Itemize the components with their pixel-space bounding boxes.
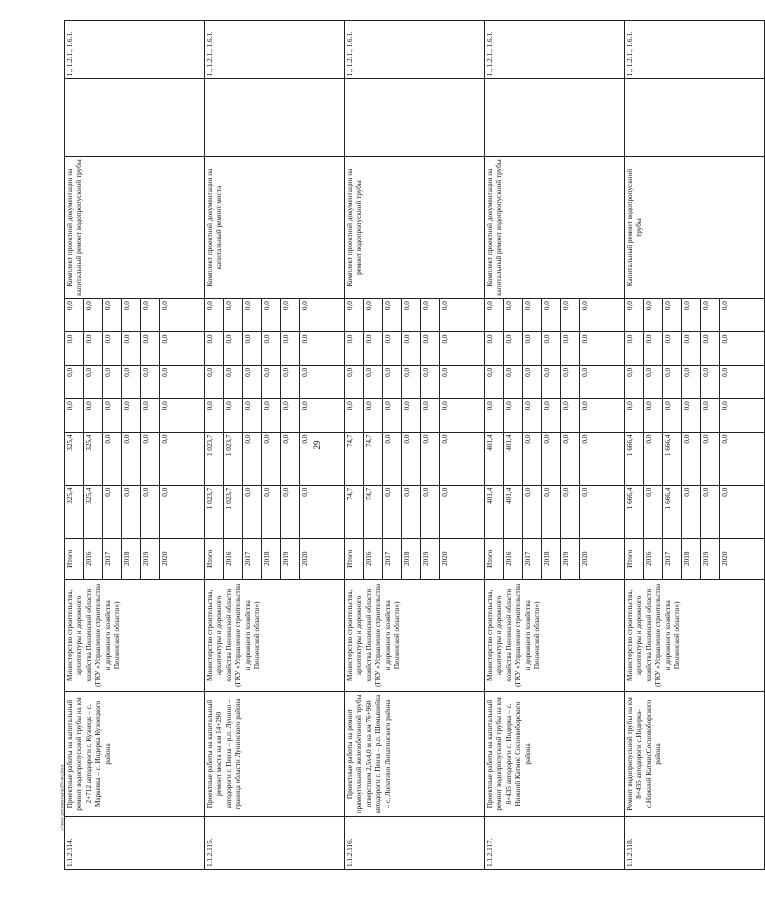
value-cell: 0,0 (720, 399, 765, 432)
value-cell: 1 666,4 (625, 432, 644, 485)
value-cell: 0,0 (402, 399, 421, 432)
result-cell: Комплект проектной документации на капитальный ремонт водопропускной трубы (485, 157, 625, 299)
value-cell: 0,0 (402, 485, 421, 538)
value-cell: 0,0 (205, 299, 224, 332)
value-cell: 0,0 (625, 365, 644, 398)
year-cell: 2018 (262, 538, 281, 579)
value-cell: 0,0 (383, 332, 402, 365)
value-cell: 0,0 (141, 332, 160, 365)
year-cell: Итого (625, 538, 644, 579)
value-cell: 0,0 (281, 332, 300, 365)
value-cell: 0,0 (421, 365, 440, 398)
value-cell: 0,0 (281, 485, 300, 538)
year-cell: 2020 (440, 538, 485, 579)
value-cell: 0,0 (644, 485, 663, 538)
value-cell: 74,7 (364, 432, 383, 485)
value-cell: 0,0 (160, 399, 205, 432)
year-cell: 2017 (243, 538, 262, 579)
executor: Министерство строительства, архитектуры и дорожного хозяйства Пензенской области (ГКУ «Управление строительства и дорожного хозяйства Пензенской области») (485, 579, 625, 691)
value-cell: 0,0 (663, 365, 682, 398)
empty-cell (485, 79, 625, 157)
value-cell: 0,0 (663, 399, 682, 432)
value-cell: 0,0 (103, 432, 122, 485)
value-cell: 0,0 (504, 365, 523, 398)
value-cell: 0,0 (644, 332, 663, 365)
empty-cell (65, 79, 205, 157)
value-cell: 0,0 (103, 332, 122, 365)
value-cell: 0,0 (561, 432, 580, 485)
year-cell: 2019 (281, 538, 300, 579)
value-cell: 0,0 (561, 485, 580, 538)
value-cell: 0,0 (383, 399, 402, 432)
value-cell: 0,0 (720, 365, 765, 398)
year-cell: 2016 (644, 538, 663, 579)
value-cell: 0,0 (421, 399, 440, 432)
value-cell: 0,0 (440, 299, 485, 332)
year-cell: Итого (65, 538, 84, 579)
value-cell: 0,0 (84, 299, 103, 332)
value-cell: 0,0 (504, 332, 523, 365)
value-cell: 0,0 (65, 299, 84, 332)
value-cell: 0,0 (160, 485, 205, 538)
value-cell: 0,0 (504, 399, 523, 432)
value-cell: 0,0 (65, 399, 84, 432)
value-cell: 0,0 (205, 332, 224, 365)
value-cell: 0,0 (561, 332, 580, 365)
value-cell: 0,0 (561, 399, 580, 432)
value-cell: 0,0 (84, 399, 103, 432)
value-cell: 401,4 (504, 485, 523, 538)
value-cell: 0,0 (205, 365, 224, 398)
value-cell: 0,0 (663, 299, 682, 332)
value-cell: 1 023,7 (205, 485, 224, 538)
value-cell: 0,0 (421, 299, 440, 332)
value-cell: 0,0 (421, 432, 440, 485)
year-cell: 2016 (224, 538, 243, 579)
page-number: 29 (312, 440, 322, 450)
value-cell: 0,0 (644, 432, 663, 485)
table-row (345, 21, 364, 870)
value-cell: 1 666,4 (625, 485, 644, 538)
value-cell: 0,0 (644, 399, 663, 432)
value-cell: 401,4 (485, 432, 504, 485)
value-cell: 0,0 (383, 485, 402, 538)
value-cell: 325,4 (65, 485, 84, 538)
row-number: 1.1.2.115. (205, 816, 345, 869)
value-cell: 0,0 (720, 299, 765, 332)
value-cell: 0,0 (224, 399, 243, 432)
year-cell: 2019 (141, 538, 160, 579)
value-cell: 0,0 (485, 299, 504, 332)
year-cell: 2019 (421, 538, 440, 579)
measure-name: Ремонт водопропускной трубы на км 8+435 автодороги с.Индерка-с.Нижний КатмисСосновоборского района (625, 692, 765, 817)
measure-name: Проектные работы на капитальный ремонт водопропускной трубы на км 8+435 автодороги с. Индерка – с. Нижний Катмис Сосновоборского района (485, 692, 625, 817)
value-cell: 74,7 (364, 485, 383, 538)
table-row (485, 21, 504, 870)
indicator-code: 1., 1.2.1., 1.6.1. (345, 21, 485, 79)
value-cell: 0,0 (542, 332, 561, 365)
year-cell: 2020 (300, 538, 345, 579)
value-cell: 0,0 (122, 332, 141, 365)
empty-cell (205, 79, 345, 157)
value-cell: 0,0 (682, 432, 701, 485)
value-cell: 0,0 (542, 365, 561, 398)
year-cell: 2017 (383, 538, 402, 579)
value-cell: 0,0 (644, 365, 663, 398)
row-number: 1.1.2.117. (485, 816, 625, 869)
year-cell: 2020 (580, 538, 625, 579)
value-cell: 0,0 (523, 299, 542, 332)
value-cell: 0,0 (300, 485, 345, 538)
value-cell: 0,0 (243, 365, 262, 398)
value-cell: 0,0 (383, 299, 402, 332)
year-cell: 2020 (720, 538, 765, 579)
table-row (205, 21, 224, 870)
value-cell: 0,0 (644, 299, 663, 332)
result-cell: Комплект проектной документации на капитальный ремонт водопропускной трубы (65, 157, 205, 299)
value-cell: 0,0 (141, 399, 160, 432)
indicator-code: 1., 1.2.1., 1.6.1. (485, 21, 625, 79)
value-cell: 0,0 (205, 399, 224, 432)
value-cell: 0,0 (364, 365, 383, 398)
value-cell: 401,4 (485, 485, 504, 538)
value-cell: 0,0 (504, 299, 523, 332)
value-cell: 0,0 (440, 399, 485, 432)
value-cell: 401,4 (504, 432, 523, 485)
executor: Министерство строительства, архитектуры и дорожного хозяйства Пензенской области (ГКУ «Управление строительства и дорожного хозяйства Пензенской области») (625, 579, 765, 691)
value-cell: 0,0 (440, 432, 485, 485)
executor: Министерство строительства, архитектуры и дорожного хозяйства Пензенской области (ГКУ «Управление строительства и дорожного хозяйства Пензенской области») (205, 579, 345, 691)
value-cell: 0,0 (345, 365, 364, 398)
value-cell: 0,0 (440, 365, 485, 398)
executor: Министерство строительства, архитектуры и дорожного хозяйства Пензенской области (ГКУ «Управление строительства и дорожного хозяйства Пензенской области») (345, 579, 485, 691)
value-cell: 0,0 (682, 365, 701, 398)
value-cell: 0,0 (523, 365, 542, 398)
value-cell: 1 666,4 (663, 485, 682, 538)
year-cell: 2018 (542, 538, 561, 579)
year-cell: 2016 (364, 538, 383, 579)
measure-name: Проектные работы на капитальный ремонт водопропускной трубы на км 2+712 автодороги г. Кузнецк – с. Маркевка – с. Индерка Кузнецкого района (65, 692, 205, 817)
value-cell: 0,0 (243, 299, 262, 332)
value-cell: 0,0 (122, 365, 141, 398)
value-cell: 0,0 (720, 432, 765, 485)
value-cell: 0,0 (701, 399, 720, 432)
value-cell: 0,0 (160, 299, 205, 332)
value-cell: 0,0 (523, 485, 542, 538)
value-cell: 0,0 (523, 399, 542, 432)
value-cell: 0,0 (701, 485, 720, 538)
value-cell: 0,0 (580, 365, 625, 398)
value-cell: 0,0 (262, 299, 281, 332)
value-cell: 0,0 (440, 332, 485, 365)
value-cell: 0,0 (281, 399, 300, 432)
year-cell: Итого (205, 538, 224, 579)
row-number: 1.1.2.114. (65, 816, 205, 869)
value-cell: 0,0 (701, 299, 720, 332)
value-cell: 0,0 (364, 399, 383, 432)
value-cell: 0,0 (402, 365, 421, 398)
value-cell: 0,0 (300, 299, 345, 332)
value-cell: 1 023,7 (205, 432, 224, 485)
value-cell: 0,0 (243, 399, 262, 432)
value-cell: 0,0 (625, 299, 644, 332)
value-cell: 0,0 (701, 365, 720, 398)
result-cell: Комплект проектной документации на ремонт водопропускной трубы (345, 157, 485, 299)
value-cell: 0,0 (701, 332, 720, 365)
table-row (65, 21, 84, 870)
value-cell: 0,0 (141, 485, 160, 538)
value-cell: 0,0 (542, 485, 561, 538)
value-cell: 0,0 (262, 332, 281, 365)
result-cell: Капитальный ремонт водопропускной трубы (625, 157, 765, 299)
value-cell: 0,0 (122, 399, 141, 432)
year-cell: Итого (485, 538, 504, 579)
value-cell: 0,0 (580, 299, 625, 332)
executor: Министерство строительства, архитектуры и дорожного хозяйства Пензенской области (ГКУ «Управление строительства и дорожного хозяйства Пензенской области») (65, 579, 205, 691)
value-cell: 0,0 (561, 365, 580, 398)
value-cell: 325,4 (84, 485, 103, 538)
value-cell: 0,0 (561, 299, 580, 332)
value-cell: 0,0 (440, 485, 485, 538)
value-cell: 0,0 (243, 332, 262, 365)
value-cell: 0,0 (300, 332, 345, 365)
value-cell: 0,0 (103, 485, 122, 538)
value-cell: 0,0 (300, 365, 345, 398)
value-cell: 0,0 (84, 365, 103, 398)
year-cell: Итого (345, 538, 364, 579)
value-cell: 1 023,7 (224, 485, 243, 538)
value-cell: 0,0 (281, 365, 300, 398)
value-cell: 1 666,4 (663, 432, 682, 485)
value-cell: 0,0 (682, 485, 701, 538)
value-cell: 0,0 (122, 432, 141, 485)
year-cell: 2020 (160, 538, 205, 579)
value-cell: 0,0 (383, 365, 402, 398)
value-cell: 0,0 (160, 365, 205, 398)
row-number: 1.1.2.118. (625, 816, 765, 869)
value-cell: 74,7 (345, 485, 364, 538)
value-cell: 0,0 (625, 332, 644, 365)
value-cell: 0,0 (542, 299, 561, 332)
year-cell: 2018 (682, 538, 701, 579)
value-cell: 0,0 (485, 365, 504, 398)
year-cell: 2017 (663, 538, 682, 579)
indicator-code: 1., 1.2.1., 1.6.1. (65, 21, 205, 79)
value-cell: 0,0 (141, 432, 160, 485)
indicator-code: 1., 1.2.1., 1.6.1. (625, 21, 765, 79)
value-cell: 0,0 (224, 332, 243, 365)
value-cell: 0,0 (262, 485, 281, 538)
value-cell: 325,4 (84, 432, 103, 485)
value-cell: 0,0 (485, 399, 504, 432)
value-cell: 0,0 (345, 299, 364, 332)
value-cell: 0,0 (364, 332, 383, 365)
value-cell: 0,0 (523, 432, 542, 485)
value-cell: 0,0 (402, 432, 421, 485)
value-cell: 0,0 (682, 332, 701, 365)
value-cell: 0,0 (243, 432, 262, 485)
value-cell: 0,0 (141, 365, 160, 398)
value-cell: 0,0 (364, 299, 383, 332)
year-cell: 2019 (561, 538, 580, 579)
empty-cell (625, 79, 765, 157)
value-cell: 0,0 (580, 332, 625, 365)
value-cell: 0,0 (84, 332, 103, 365)
value-cell: 0,0 (383, 432, 402, 485)
value-cell: 0,0 (701, 432, 720, 485)
value-cell: 0,0 (300, 399, 345, 432)
value-cell: 0,0 (663, 332, 682, 365)
value-cell: 0,0 (103, 399, 122, 432)
value-cell: 0,0 (580, 399, 625, 432)
value-cell: 0,0 (224, 365, 243, 398)
value-cell: 0,0 (262, 399, 281, 432)
value-cell: 0,0 (682, 399, 701, 432)
result-cell: Комплект проектной документации на капитальный ремонт моста (205, 157, 345, 299)
value-cell: 1 023,7 (224, 432, 243, 485)
empty-cell (345, 79, 485, 157)
value-cell: 0,0 (523, 332, 542, 365)
value-cell: 0,0 (160, 432, 205, 485)
value-cell: 0,0 (421, 332, 440, 365)
value-cell: 0,0 (625, 399, 644, 432)
value-cell: 0,0 (720, 332, 765, 365)
value-cell: 0,0 (160, 332, 205, 365)
year-cell: 2017 (523, 538, 542, 579)
value-cell: 0,0 (122, 299, 141, 332)
value-cell: 0,0 (224, 299, 243, 332)
value-cell: 0,0 (281, 299, 300, 332)
year-cell: 2016 (84, 538, 103, 579)
year-cell: 2019 (701, 538, 720, 579)
value-cell: 0,0 (141, 299, 160, 332)
measure-name: Проектные работы на капитальный ремонт моста на км 14+290 автодороги г. Пенза – р.п. Лунино – граница области Лунинского района (205, 692, 345, 817)
footer-path: c:\мои документы\pd\9-ни.docx (60, 764, 66, 831)
measure-name: Проектные работы на ремонт прямоугольной железобетонной трубы отверстием 2,5х4,0 м на км 76+960 автодороги г. Пенза – р.п. Шемышейка – с. Лопатино Лопатинского района (345, 692, 485, 817)
year-cell: 2018 (402, 538, 421, 579)
value-cell: 0,0 (345, 332, 364, 365)
value-cell: 0,0 (300, 432, 345, 485)
value-cell: 0,0 (262, 432, 281, 485)
rotated-table-container (64, 20, 729, 870)
value-cell: 0,0 (262, 365, 281, 398)
value-cell: 0,0 (542, 399, 561, 432)
value-cell: 0,0 (103, 299, 122, 332)
table-row (625, 21, 644, 870)
indicator-code: 1., 1.2.1., 1.6.1. (205, 21, 345, 79)
value-cell: 0,0 (65, 332, 84, 365)
year-cell: 2016 (504, 538, 523, 579)
value-cell: 0,0 (345, 399, 364, 432)
row-number: 1.1.2.116. (345, 816, 485, 869)
value-cell: 0,0 (103, 365, 122, 398)
year-cell: 2017 (103, 538, 122, 579)
value-cell: 0,0 (281, 432, 300, 485)
value-cell: 0,0 (580, 432, 625, 485)
value-cell: 0,0 (243, 485, 262, 538)
year-cell: 2018 (122, 538, 141, 579)
value-cell: 0,0 (65, 365, 84, 398)
program-table-body (65, 21, 765, 870)
value-cell: 0,0 (580, 485, 625, 538)
value-cell: 0,0 (542, 432, 561, 485)
value-cell: 0,0 (402, 332, 421, 365)
value-cell: 74,7 (345, 432, 364, 485)
value-cell: 0,0 (122, 485, 141, 538)
value-cell: 325,4 (65, 432, 84, 485)
value-cell: 0,0 (720, 485, 765, 538)
value-cell: 0,0 (682, 299, 701, 332)
value-cell: 0,0 (421, 485, 440, 538)
program-table (64, 20, 765, 870)
value-cell: 0,0 (402, 299, 421, 332)
value-cell: 0,0 (485, 332, 504, 365)
